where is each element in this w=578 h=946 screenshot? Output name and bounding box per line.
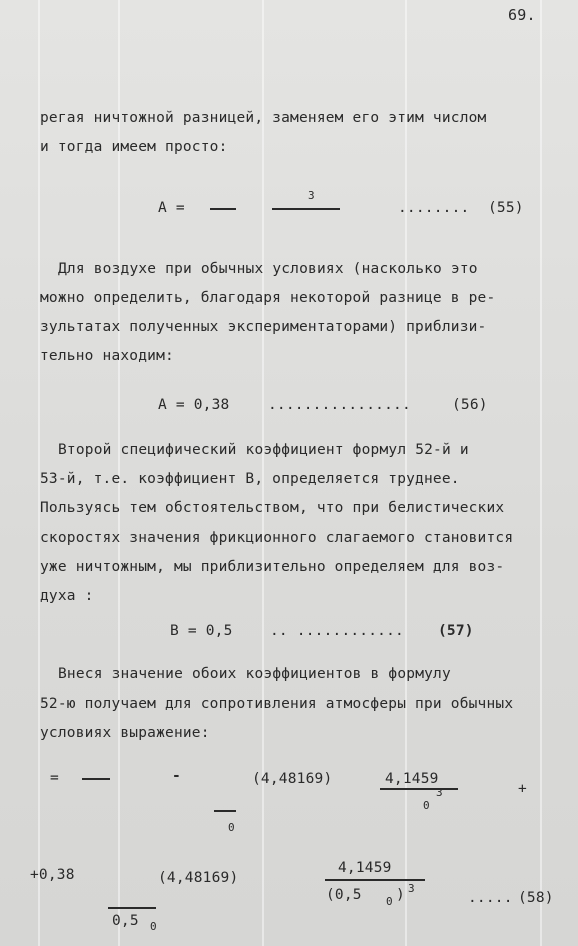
eq58-denominator: 0 [423, 799, 430, 812]
text-line: и тогда имеем просто: [40, 139, 228, 155]
eq57-dots: .. ............ [270, 623, 404, 639]
eq58-fraction-bar [108, 907, 156, 909]
eq55-numerator: 3 [308, 189, 315, 202]
text-line: можно определить, благодаря некоторой разнице в ре- [40, 290, 496, 306]
text-line: Пользуясь тем обстоятельством, что при белистических [40, 500, 505, 516]
eq57-label: (57) [438, 623, 474, 639]
text-line: уже ничтожным, мы приблизительно определяем для воз- [40, 559, 505, 575]
text-line: 53-й, т.е. коэффициент В, определяется труднее. [40, 471, 460, 487]
text-line: условиях выражение: [40, 725, 210, 741]
eq55-label: (55) [488, 200, 524, 216]
scan-streak [540, 0, 542, 946]
eq58-denominator: (0,5 [326, 887, 362, 903]
eq58-numerator: 4,1459 [385, 771, 439, 787]
page-number: 69. [508, 6, 536, 24]
eq58-label: (58) [518, 890, 554, 906]
eq55-fraction-bar [272, 208, 340, 210]
text-line: 52-ю получаем для сопротивления атмосферы при обычных [40, 696, 514, 712]
eq58-fraction-bar [325, 879, 425, 881]
eq58-coef: (4,48169) [252, 771, 333, 787]
eq58-denominator-close: ) [396, 887, 405, 903]
text-line: регая ничтожной разницей, заменяем его этим числом [40, 110, 487, 126]
eq55-lhs: A = [158, 200, 185, 216]
eq58-numerator: 4,1459 [338, 860, 392, 876]
eq58-denominator-subscript: 0 [386, 895, 393, 908]
eq58-fraction-bar [380, 788, 458, 790]
text-line: Для воздухе при обычных условиях (насколько это [58, 261, 478, 277]
eq58-subscript: 0,5 [112, 913, 139, 929]
text-line: духа : [40, 588, 94, 604]
eq58-dots: ..... [468, 890, 513, 906]
text-line: зультатах полученных экспериментаторами) приблизи- [40, 319, 487, 335]
eq56-label: (56) [452, 397, 488, 413]
eq55-dash [210, 208, 236, 210]
text-line: скоростях значения фрикционного слагаемого становится [40, 530, 514, 546]
eq56-dots: ................ [268, 397, 411, 413]
text-line: Внеся значение обоих коэффициентов в формулу [58, 666, 451, 682]
eq58-subscript: 0 [228, 821, 235, 834]
eq58-coef: (4,48169) [158, 870, 239, 886]
eq55-dots: ........ [398, 200, 470, 216]
eq58-plus: + [518, 781, 527, 797]
eq58-fraction-bar [214, 810, 236, 812]
text-line: Второй специфический коэффициент формул 52-й и [58, 442, 469, 458]
eq58-exponent: 3 [436, 786, 443, 799]
eq58-exponent: 3 [408, 882, 415, 895]
eq58-subscript-sub: 0 [150, 920, 157, 933]
eq58-equals: = [50, 770, 59, 786]
text-line: тельно находим: [40, 348, 174, 364]
eq58-coef-a: +0,38 [30, 867, 75, 883]
eq58-fraction-bar [82, 778, 110, 780]
eq57-expr: B = 0,5 [170, 623, 233, 639]
eq56-expr: A = 0,38 [158, 397, 230, 413]
eq58-minus: - [172, 768, 181, 784]
